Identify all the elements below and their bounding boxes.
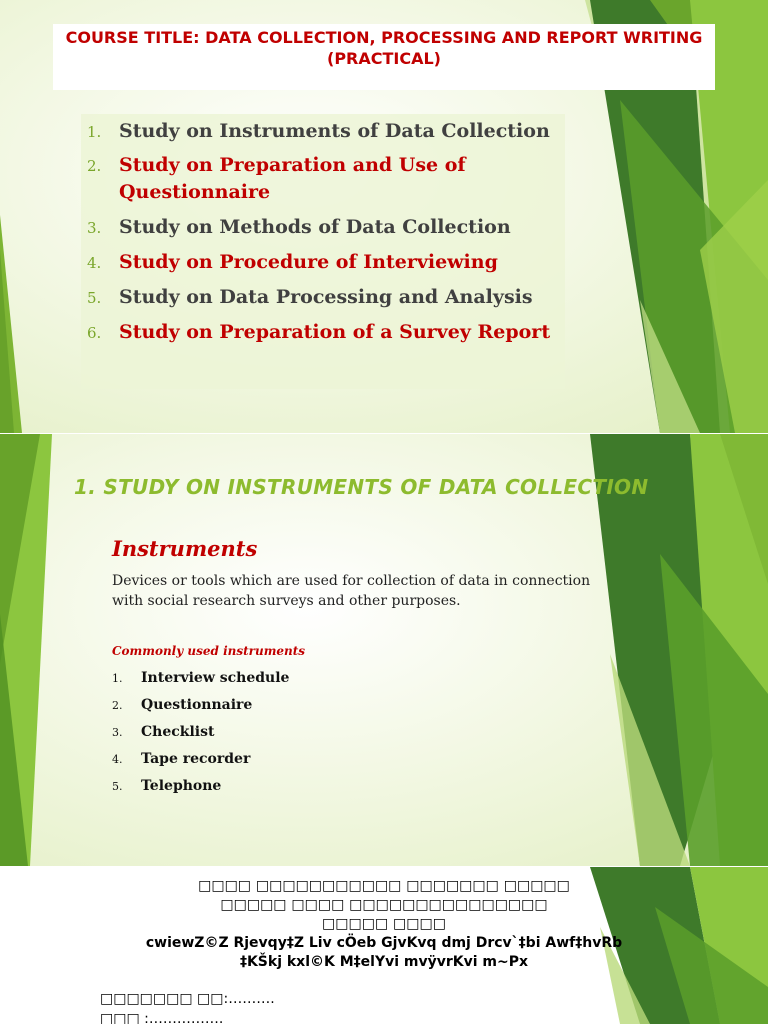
instrument-text: Telephone (141, 778, 222, 794)
topic-text: Study on Preparation and Use of Questionnaire (119, 154, 466, 203)
bangla-header-line: cwiewZ©Z Rjevqy‡Z Liv cÖeb GjvKvq dmj Drcv`‡bi Awf‡hvRb (145, 935, 623, 951)
instrument-text: Checklist (141, 724, 215, 740)
slide-course-overview (0, 0, 768, 433)
form-field-serial: □□□□□□□ □□:………. (100, 991, 275, 1007)
instrument-text: Tape recorder (141, 751, 251, 767)
topic-text: Study on Procedure of Interviewing (119, 251, 498, 273)
topic-number: 3. (87, 219, 102, 237)
topic-text: Study on Methods of Data Collection (119, 216, 511, 238)
instrument-number: 3. (112, 726, 123, 739)
instruments-description: Devices or tools which are used for collection of data in connection with social research surveys and other purposes. (112, 573, 591, 609)
slide-questionnaire-cover (0, 867, 768, 1024)
instrument-text: Interview schedule (141, 670, 290, 686)
bangla-header-line: ‡KŠkj kxl©K M‡elYvi mvÿvrKvi m~Px (239, 954, 529, 970)
course-title-box (53, 24, 715, 90)
instrument-number: 1. (112, 672, 123, 685)
bangla-header-line: □□□□□ □□□□ □□□□□□□□□□□□□□□ (220, 897, 548, 913)
bangla-header-line: □□□□□ □□□□ (322, 916, 446, 932)
instrument-number: 2. (112, 699, 123, 712)
topic-text: Study on Instruments of Data Collection (119, 120, 550, 142)
topic-text: Study on Preparation of a Survey Report (119, 321, 551, 343)
topic-list (81, 114, 565, 389)
instruments-title: Instruments (112, 536, 258, 561)
topic-text: Study on Data Processing and Analysis (119, 286, 533, 308)
topic-number: 6. (87, 324, 102, 342)
common-instruments-label: Commonly used instruments (112, 644, 306, 658)
topic-number: 2. (87, 157, 102, 175)
topic-number: 4. (87, 254, 102, 272)
slide-instruments (0, 434, 768, 866)
instrument-text: Questionnaire (141, 697, 253, 713)
bangla-header-line: □□□□ □□□□□□□□□□□ □□□□□□□ □□□□□ (198, 878, 570, 894)
instrument-number: 4. (112, 753, 123, 766)
topic-number: 5. (87, 289, 102, 307)
slide-heading: 1. STUDY ON INSTRUMENTS OF DATA COLLECTION (74, 475, 649, 499)
topic-number: 1. (87, 123, 102, 141)
form-field-date: □□□ :……………. (100, 1011, 224, 1024)
instrument-number: 5. (112, 780, 123, 793)
course-title: COURSE TITLE: DATA COLLECTION, PROCESSING AND REPORT WRITING (PRACTICAL) (65, 28, 703, 68)
